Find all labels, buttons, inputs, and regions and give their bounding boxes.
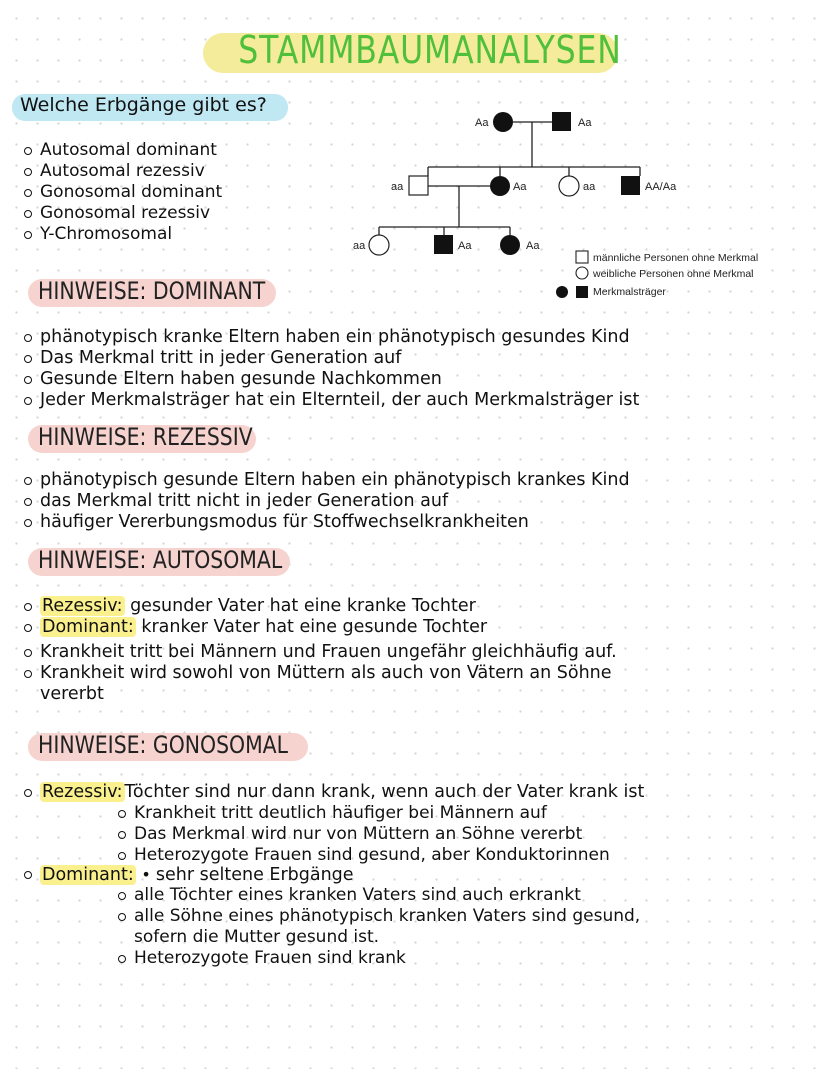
pedigree-female-affected — [493, 112, 513, 132]
gonosomal-dominant — [22, 864, 354, 886]
pedigree-diagram — [340, 100, 780, 305]
pedigree-male-affected — [621, 176, 640, 195]
pedigree-label: Aa — [513, 181, 527, 193]
erbgang-item: Autosomal dominant — [22, 140, 222, 161]
autosomal-item: Dominant: kranker Vater hat eine gesunde Tochter — [22, 617, 617, 638]
dominant-heading: HINWEISE: DOMINANT — [38, 277, 266, 305]
gonosomal-dominant-sublist — [116, 885, 640, 969]
rezessiv-item: häufiger Vererbungsmodus für Stoffwechselkrankheiten — [22, 512, 630, 533]
pedigree-label: Aa — [526, 240, 540, 252]
dominant-label: Dominant: — [42, 617, 134, 637]
legend-male-icon — [576, 251, 588, 263]
legend-affected-male-icon — [576, 286, 588, 298]
dominant-item: phänotypisch kranke Eltern haben ein phänotypisch gesundes Kind — [22, 327, 639, 348]
autosomal-item: Krankheit tritt bei Männern und Frauen ungefähr gleichhäufig auf. — [22, 642, 617, 663]
legend-label: weibliche Personen ohne Merkmal — [593, 268, 754, 280]
pedigree-label: Aa — [458, 240, 472, 252]
gonosomal-subitem: alle Töchter eines kranken Vaters sind auch erkrankt — [116, 885, 640, 906]
pedigree-label: aa — [391, 181, 404, 193]
dominant-item: Das Merkmal tritt in jeder Generation auf — [22, 348, 639, 369]
gonosomal-rezessiv-sublist — [116, 803, 610, 866]
rezessiv-item: das Merkmal tritt nicht in jeder Generation auf — [22, 491, 630, 512]
gonosomal-rezessiv — [22, 782, 644, 803]
page-title: STAMMBAUMANALYSEN — [238, 28, 622, 72]
pedigree-male-unaffected — [409, 176, 428, 195]
dominant-item: Gesunde Eltern haben gesunde Nachkommen — [22, 369, 639, 390]
pedigree-male-affected — [552, 112, 571, 131]
gonosomal-subitem-continued: sofern die Mutter gesund ist. — [134, 927, 380, 947]
gonosomal-heading: HINWEISE: GONOSOMAL — [38, 731, 289, 759]
legend-female-icon — [576, 267, 588, 279]
gonosomal-subitem: Heterozygote Frauen sind krank — [116, 948, 640, 969]
legend-label: Merkmalsträger — [593, 286, 666, 298]
gonosomal-subitem: Krankheit tritt deutlich häufiger bei Männern auf — [116, 803, 610, 824]
pedigree-female-affected — [500, 235, 520, 255]
pedigree-label: Aa — [578, 117, 592, 129]
dominant-list — [22, 327, 639, 411]
autosomal-item: Krankheit wird sowohl von Müttern als auch von Vätern an Söhne — [22, 663, 617, 684]
pedigree-label: AA/Aa — [645, 181, 677, 193]
gonosomal-subitem: Heterozygote Frauen sind gesund, aber Konduktorinnen — [116, 845, 610, 866]
rezessiv-list — [22, 470, 630, 533]
erbgang-item: Gonosomal rezessiv — [22, 203, 222, 224]
pedigree-label: aa — [353, 240, 366, 252]
pedigree-label: Aa — [475, 117, 489, 129]
gonosomal-subitem: alle Söhne eines phänotypisch kranken Vaters sind gesund, — [116, 906, 640, 927]
pedigree-female-unaffected — [369, 235, 389, 255]
rezessiv-label: Rezessiv: — [42, 782, 123, 802]
gonosomal-item: Rezessiv: Töchter sind nur dann krank, wenn auch der Vater krank ist — [22, 782, 644, 803]
autosomal-item: Rezessiv: gesunder Vater hat eine kranke Tochter — [22, 596, 617, 617]
autosomal-list — [22, 596, 617, 705]
rezessiv-heading: HINWEISE: REZESSIV — [38, 423, 253, 451]
legend-affected-female-icon — [556, 286, 568, 298]
autosomal-heading: HINWEISE: AUTOSOMAL — [38, 546, 283, 574]
pedigree-legend — [556, 251, 758, 298]
pedigree-label: aa — [583, 181, 596, 193]
gonosomal-item: Dominant: • sehr seltene Erbgänge — [22, 864, 354, 886]
erbgang-item: Autosomal rezessiv — [22, 161, 222, 182]
dominant-item: Jeder Merkmalsträger hat ein Elternteil, der auch Merkmalsträger ist — [22, 390, 639, 411]
erbgaenge-list — [22, 140, 222, 245]
erbgang-item: Gonosomal dominant — [22, 182, 222, 203]
pedigree-male-affected — [434, 235, 453, 254]
gonosomal-subitem: Das Merkmal wird nur von Müttern an Söhne vererbt — [116, 824, 610, 845]
pedigree-female-unaffected — [559, 176, 579, 196]
rezessiv-item: phänotypisch gesunde Eltern haben ein phänotypisch krankes Kind — [22, 470, 630, 491]
autosomal-item-continued: vererbt — [40, 684, 104, 704]
rezessiv-label: Rezessiv: — [42, 596, 123, 616]
legend-label: männliche Personen ohne Merkmal — [593, 252, 759, 264]
question-heading: Welche Erbgänge gibt es? — [20, 94, 267, 116]
pedigree-female-affected — [490, 176, 510, 196]
erbgang-item: Y-Chromosomal — [22, 224, 222, 245]
dominant-label: Dominant: — [42, 865, 134, 885]
